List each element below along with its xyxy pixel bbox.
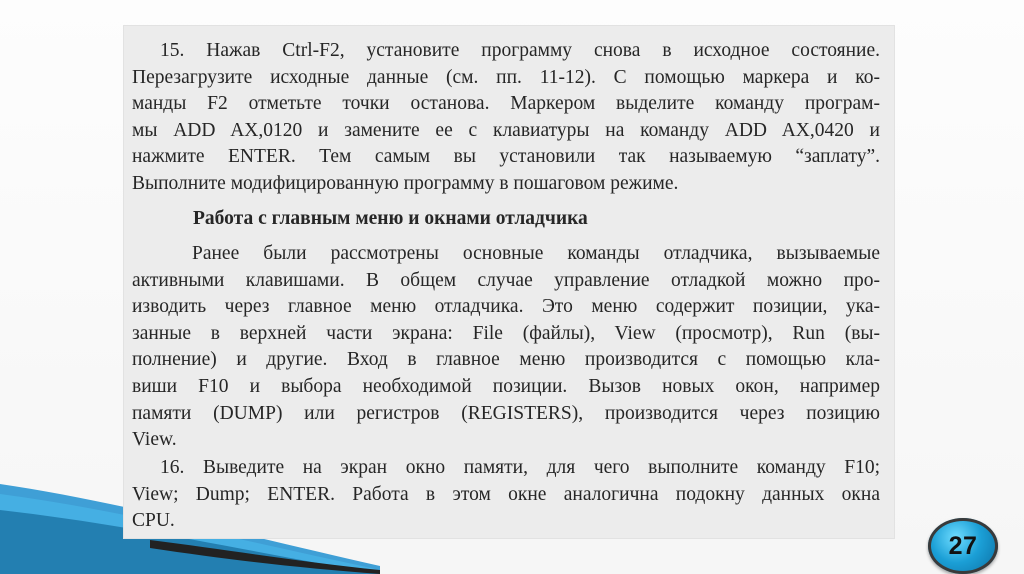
text-line: View. bbox=[132, 429, 177, 451]
text-line: 15. Нажав Ctrl-F2, установите программу снова в исходное состояние. bbox=[160, 40, 880, 61]
text-line: 16. Выведите на экран окно памяти, для чего выполните команду F10; bbox=[160, 457, 880, 478]
text-line: манды F2 отметьте точки останова. Маркером выделите команду програм- bbox=[132, 93, 880, 115]
text-line: занные в верхней части экрана: File (файлы), View (просмотр), Run (вы- bbox=[132, 322, 880, 344]
text-line: Выполните модифицированную программу в пошаговом режиме. bbox=[132, 172, 679, 194]
text-line: CPU. bbox=[132, 510, 175, 532]
page-number: 27 bbox=[948, 531, 978, 560]
text-line: виши F10 и выбора необходимой позиции. Вызов новых окон, например bbox=[132, 375, 880, 397]
text-line: изводить через главное меню отладчика. Это меню содержит позиции, ука- bbox=[132, 296, 880, 318]
text-line: мы ADD AX,0120 и замените ее с клавиатуры на команду ADD AX,0420 и bbox=[132, 119, 880, 141]
text-line: Перезагрузите исходные данные (см. пп. 11-12). С помощью маркера и ко- bbox=[132, 66, 880, 88]
page-number-badge bbox=[928, 518, 998, 574]
text-line: активными клавишами. В общем случае управление отладкой можно про- bbox=[132, 269, 880, 291]
text-line: полнение) и другие. Вход в главное меню производится с помощью кла- bbox=[132, 349, 880, 371]
section-heading: Работа с главным меню и окнами отладчика bbox=[193, 208, 588, 229]
paragraph-16 bbox=[132, 455, 880, 535]
text-line: нажмите ENTER. Тем самым вы установили так называемую “заплату”. bbox=[132, 146, 880, 168]
text-line: Ранее были рассмотрены основные команды отладчика, вызываемые bbox=[192, 243, 880, 264]
text-line: View; Dump; ENTER. Работа в этом окне аналогична подокну данных окна bbox=[132, 483, 880, 505]
body-paragraph bbox=[132, 241, 880, 454]
text-line: памяти (DUMP) или регистров (REGISTERS), производится через позицию bbox=[132, 402, 880, 424]
paragraph-15 bbox=[132, 38, 880, 198]
